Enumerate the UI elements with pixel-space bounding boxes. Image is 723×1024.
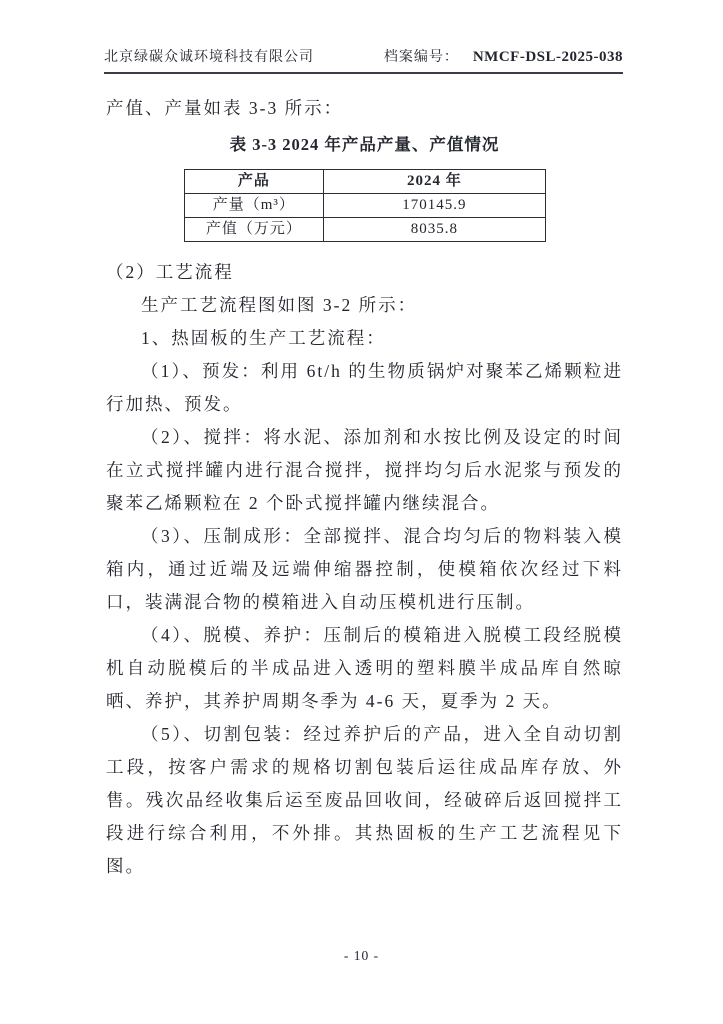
file-info (384, 46, 623, 66)
document-body (106, 92, 623, 883)
intro-paragraph: 产值、产量如表 3-3 所示： (106, 98, 344, 118)
paragraph: 1、热固板的生产工艺流程： (141, 328, 386, 348)
paragraph: （4）、脱模、养护：压制后的模箱进入脱模工段经脱模机自动脱模后的半成品进入透明的塑料膜半成品库自然晾晒、养护，其养护周期冬季为 4-6 天，夏季为 2 天。 (106, 625, 623, 711)
table-title: 表 3-3 2024 年产品产量、产值情况 (229, 135, 500, 154)
paragraph: （2）工艺流程 (106, 262, 234, 282)
file-number-value: NMCF-DSL-2025-038 (472, 49, 623, 65)
table-cell-value: 170145.9 (324, 194, 545, 218)
table-cell-label: 产值（万元） (184, 218, 324, 242)
table-header-year: 2024 年 (324, 170, 545, 194)
product-table (184, 169, 546, 242)
table-header-product: 产品 (184, 170, 324, 194)
table-row (184, 194, 545, 218)
paragraph: （2）、搅拌：将水泥、添加剂和水按比例及设定的时间在立式搅拌罐内进行混合搅拌，搅拌均匀后水泥浆与预发的聚苯乙烯颗粒在 2 个卧式搅拌罐内继续混合。 (106, 427, 623, 513)
page-number: - 10 - (343, 948, 380, 963)
paragraph: （5）、切割包装：经过养护后的产品，进入全自动切割工段，按客户需求的规格切割包装后运往成品库存放、外售。残次品经收集后运至废品回收间，经破碎后返回搅拌工段进行综合利用，不外排。其热固板的生产工艺流程见下图。 (106, 724, 623, 876)
table-body (184, 194, 545, 242)
table-row (184, 218, 545, 242)
table-cell-value: 8035.8 (324, 218, 545, 242)
table-cell-label: 产量（m³） (184, 194, 324, 218)
file-number-label: 档案编号： (383, 50, 459, 65)
paragraph: （1）、预发：利用 6t/h 的生物质锅炉对聚苯乙烯颗粒进行加热、预发。 (106, 361, 623, 414)
paragraph-list (106, 256, 623, 883)
company-name: 北京绿碳众诚环境科技有限公司 (104, 50, 314, 65)
paragraph: （3）、压制成形：全部搅拌、混合均匀后的物料装入模箱内，通过近端及远端伸缩器控制，使模箱依次经过下料口，装满混合物的模箱进入自动压模机进行压制。 (106, 526, 623, 612)
table-header-row (184, 170, 545, 194)
page-header (104, 46, 623, 74)
paragraph: 生产工艺流程图如图 3-2 所示： (141, 295, 418, 315)
